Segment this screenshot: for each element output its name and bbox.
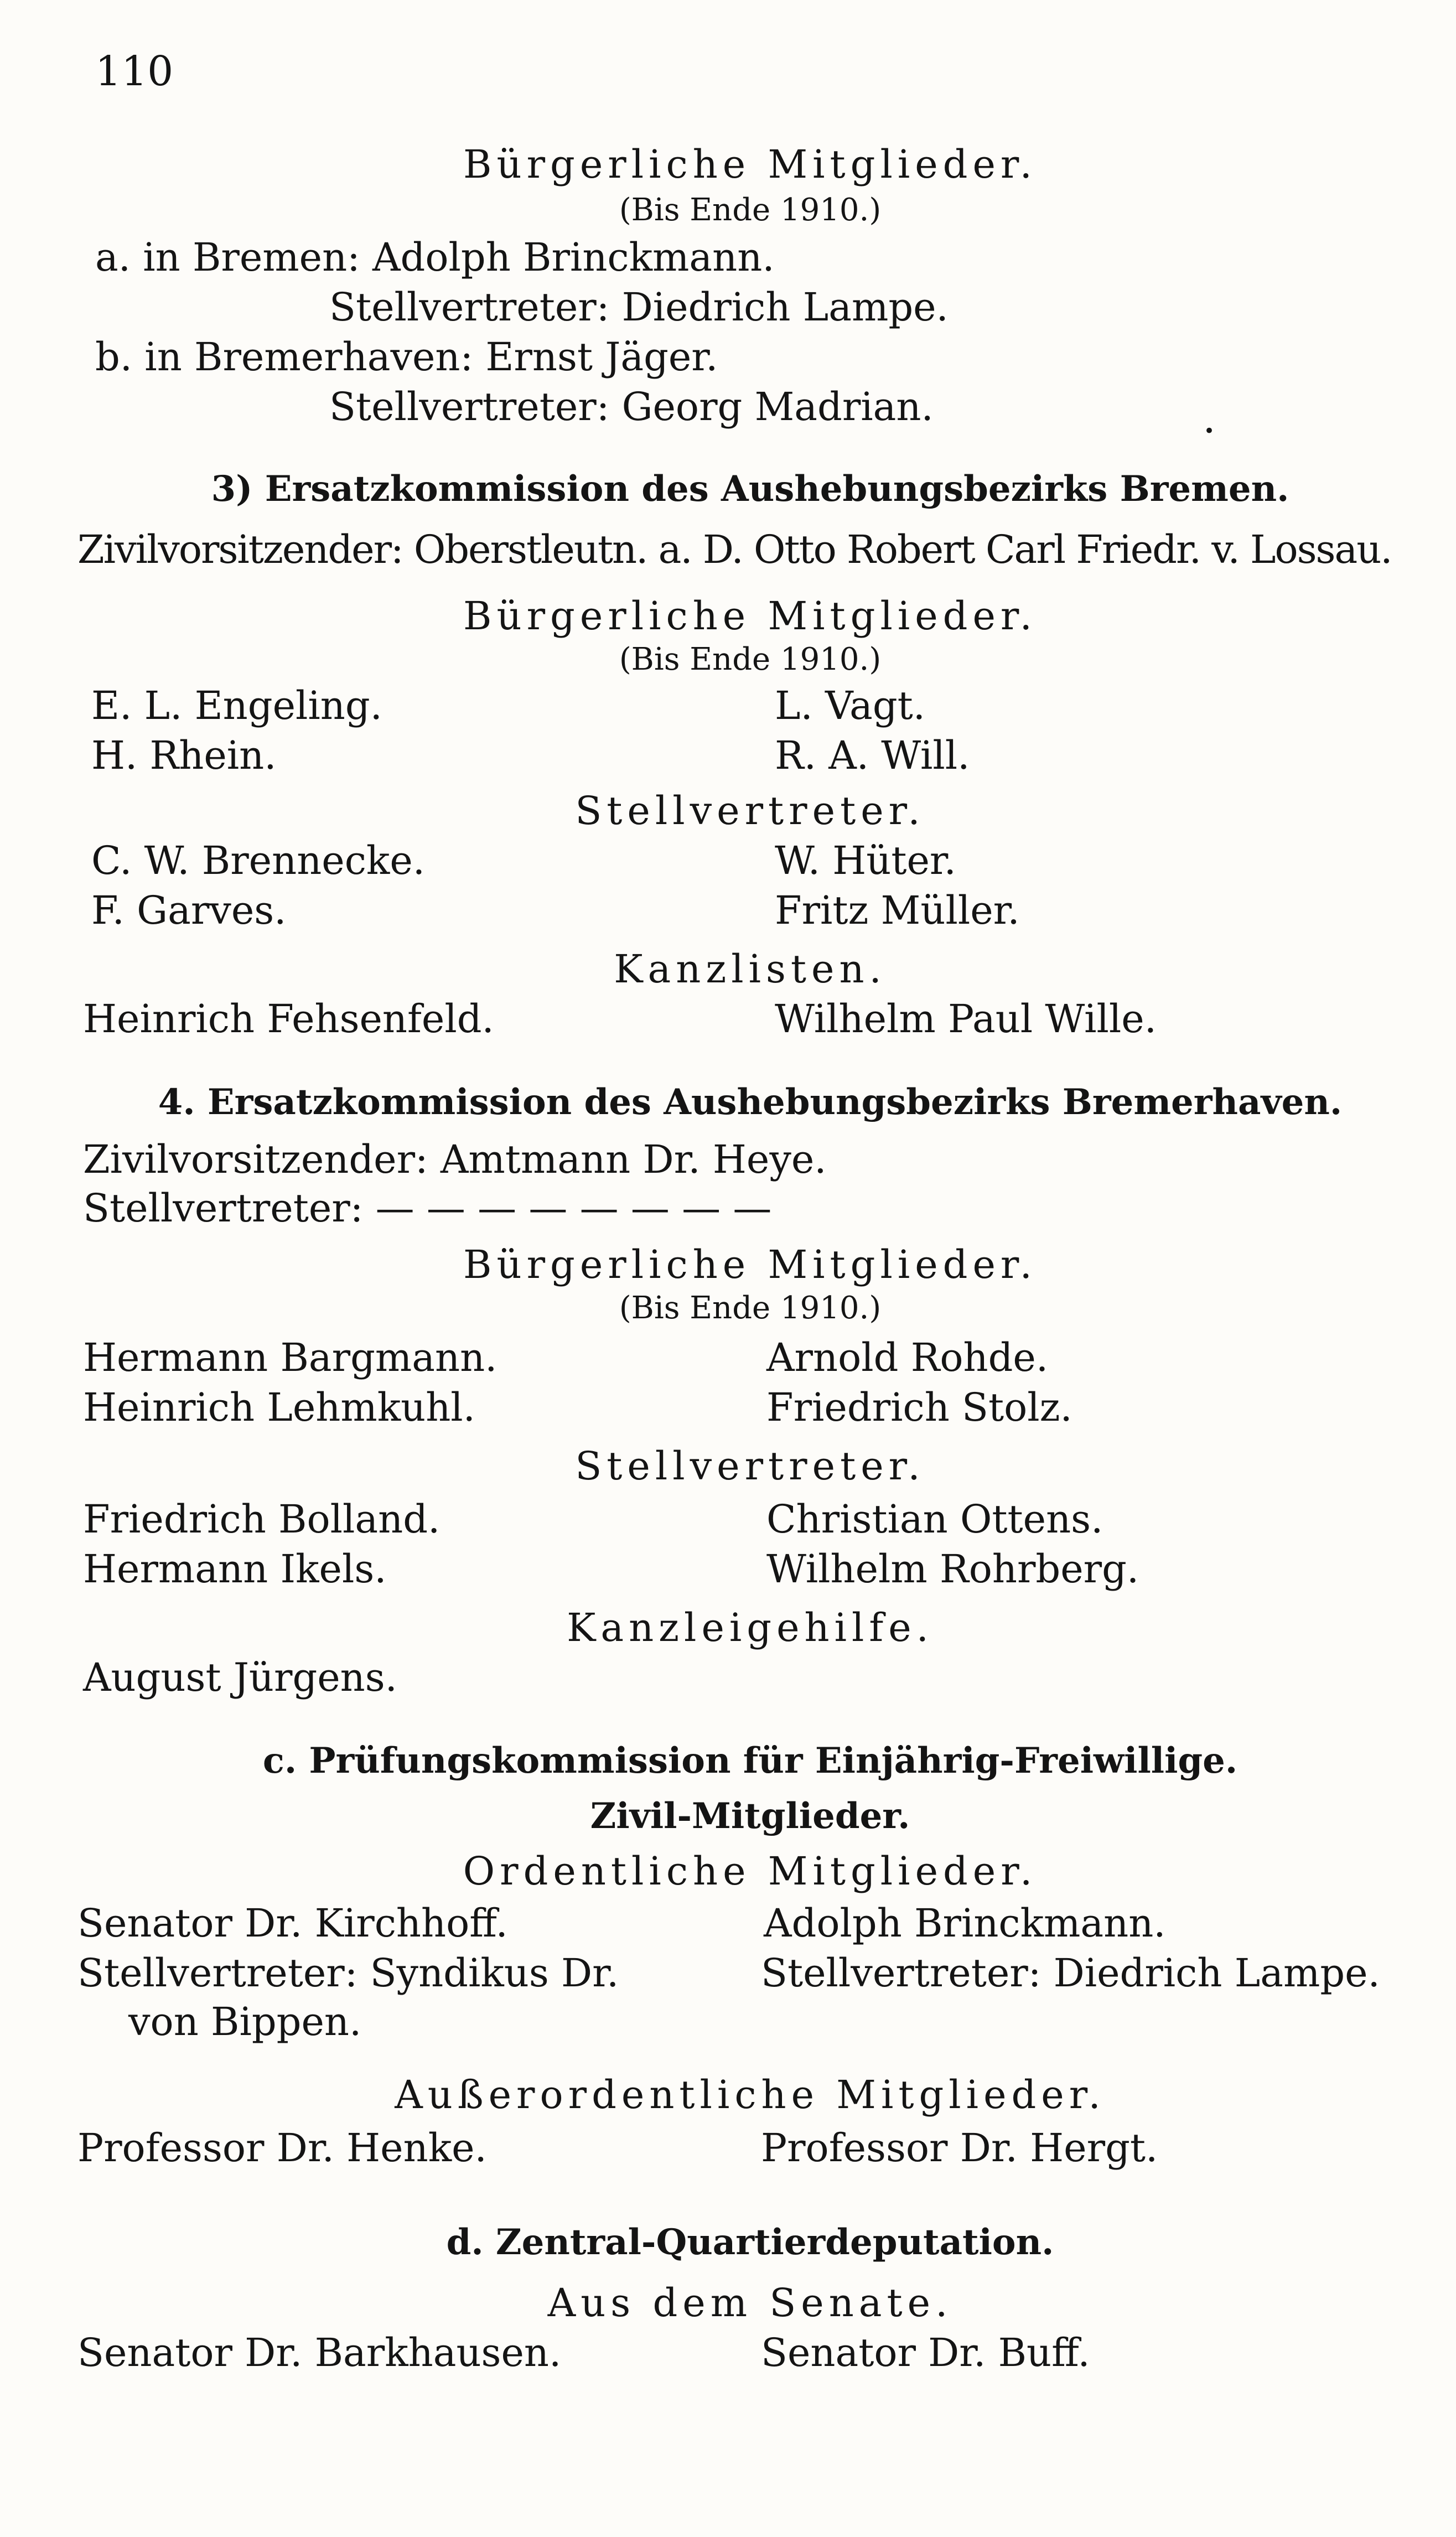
clerk-name: Wilhelm Paul Wille. (775, 996, 1157, 1042)
extraordinary-member: Professor Dr. Hergt. (761, 2125, 1158, 2171)
deputy-name: Friedrich Bolland. (83, 1497, 441, 1542)
section-3-title: 3) Ersatzkommission des Aushebungsbezirks Bremen. (211, 468, 1289, 510)
ordinary-deputy: Stellvertreter: Syndikus Dr. (77, 1950, 619, 1996)
section-d-senate-heading: Aus dem Senate. (547, 2280, 953, 2326)
member-name: L. Vagt. (775, 683, 926, 728)
senate-member: Senator Dr. Buff. (761, 2330, 1090, 2375)
deputy-name: Wilhelm Rohrberg. (766, 1546, 1139, 1592)
term-note: (Bis Ende 1910.) (619, 192, 882, 228)
member-name: E. L. Engeling. (91, 683, 382, 728)
section-3-chair: Zivilvorsitzender: Oberstleutn. a. D. Otto Robert Carl Friedr. v. Lossau. (77, 527, 1392, 572)
deputy-line-bremen: Stellvertreter: Diedrich Lampe. (329, 284, 949, 330)
assistant-name: August Jürgens. (83, 1655, 397, 1700)
section-3-deputies-heading: Stellvertreter. (575, 788, 925, 833)
section-c-subtitle: Zivil-Mitglieder. (590, 1795, 910, 1837)
deputy-name: Hermann Ikels. (83, 1546, 387, 1592)
section-4-deputies-heading: Stellvertreter. (575, 1443, 925, 1489)
section-3-members-heading: Bürgerliche Mitglieder. (463, 593, 1037, 639)
ordinary-deputy: Stellvertreter: Diedrich Lampe. (761, 1950, 1380, 1996)
section-4-assistant-heading: Kanzleigehilfe. (567, 1605, 934, 1650)
extraordinary-member: Professor Dr. Henke. (77, 2125, 487, 2171)
deputy-name: W. Hüter. (775, 838, 956, 883)
page-number: 110 (95, 48, 174, 95)
ordinary-deputy-continued: von Bippen. (128, 1999, 362, 2044)
deputy-name: F. Garves. (91, 888, 287, 933)
section-4-deputy-line: Stellvertreter: — — — — — — — — (83, 1185, 772, 1231)
member-name: Hermann Bargmann. (83, 1335, 498, 1380)
section-4-title: 4. Ersatzkommission des Aushebungsbezirks Bremerhaven. (158, 1081, 1343, 1123)
members-heading: Bürgerliche Mitglieder. (463, 142, 1037, 187)
senate-member: Senator Dr. Barkhausen. (77, 2330, 562, 2375)
ordinary-member: Adolph Brinckmann. (764, 1901, 1166, 1946)
deputy-name: C. W. Brennecke. (91, 838, 425, 883)
member-name: Heinrich Lehmkuhl. (83, 1385, 475, 1430)
deputy-line-bremerhaven: Stellvertreter: Georg Madrian. (329, 384, 934, 429)
section-c-ordinary-heading: Ordentliche Mitglieder. (463, 1849, 1038, 1894)
ordinary-member: Senator Dr. Kirchhoff. (77, 1901, 508, 1946)
clerk-name: Heinrich Fehsenfeld. (83, 996, 494, 1042)
member-name: Arnold Rohde. (766, 1335, 1049, 1380)
member-name: R. A. Will. (775, 733, 970, 778)
deputy-name: Christian Ottens. (766, 1497, 1103, 1542)
section-d-title: d. Zentral-Quartierdeputation. (446, 2222, 1054, 2263)
section-3-term-note: (Bis Ende 1910.) (619, 641, 882, 677)
member-name: Friedrich Stolz. (766, 1385, 1072, 1430)
member-line-bremen: a. in Bremen: Adolph Brinckmann. (95, 235, 775, 280)
section-c-extra-heading: Außerordentliche Mitglieder. (395, 2072, 1106, 2117)
member-name: H. Rhein. (91, 733, 277, 778)
section-4-term-note: (Bis Ende 1910.) (619, 1290, 882, 1326)
section-4-members-heading: Bürgerliche Mitglieder. (463, 1242, 1037, 1287)
deputy-name: Fritz Müller. (775, 888, 1020, 933)
section-3-clerks-heading: Kanzlisten. (614, 946, 887, 992)
member-line-bremerhaven: b. in Bremerhaven: Ernst Jäger. (95, 334, 718, 380)
section-4-chair: Zivilvorsitzender: Amtmann Dr. Heye. (83, 1137, 827, 1182)
section-c-title: c. Prüfungskommission für Einjährig-Freiwillige. (262, 1740, 1238, 1782)
stray-dot: • (1204, 420, 1215, 442)
